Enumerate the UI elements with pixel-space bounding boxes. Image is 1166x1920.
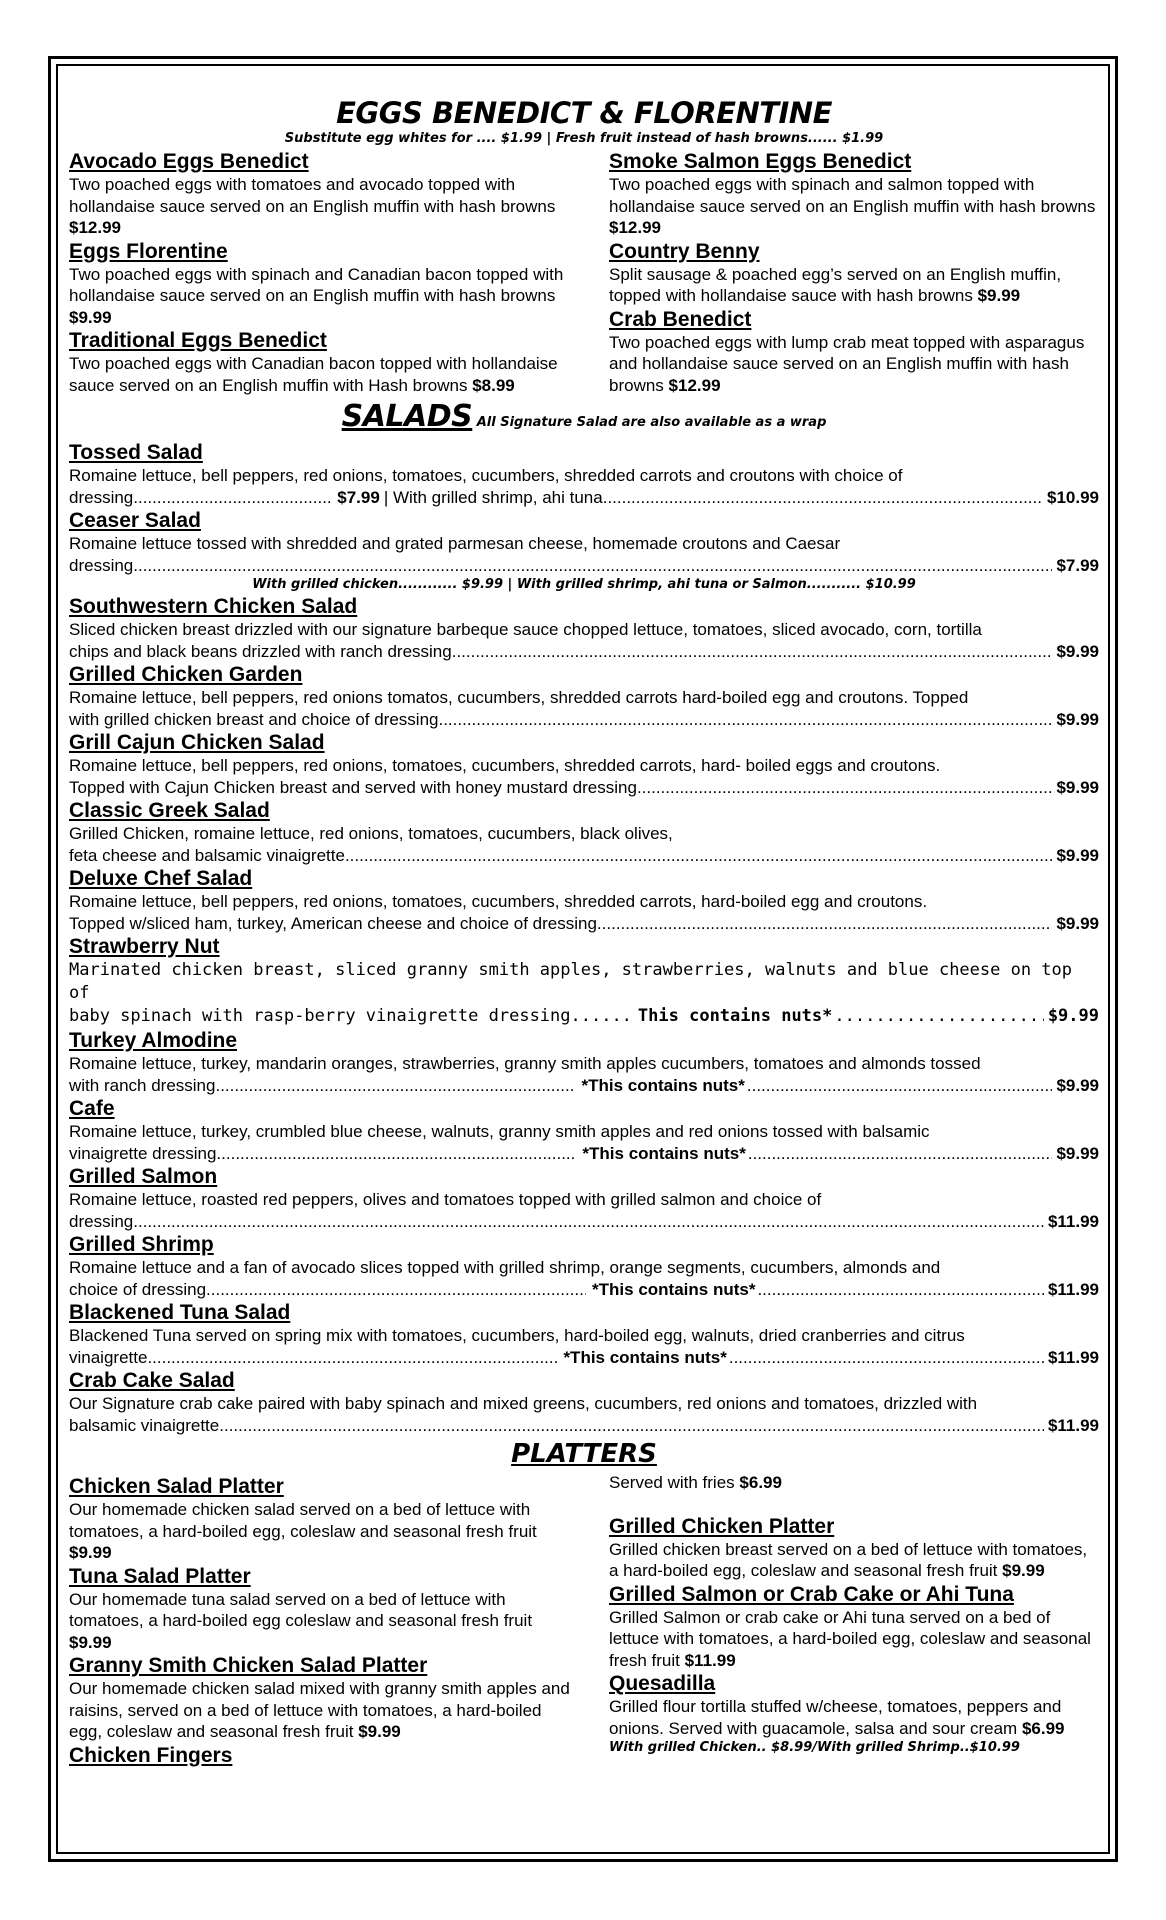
- dot-leader: [147, 1347, 557, 1369]
- menu-item: [69, 1369, 1099, 1436]
- item-extra-price: $10.99: [1047, 487, 1099, 507]
- item-name: Grilled Salmon: [69, 1165, 218, 1188]
- eggs-section-title: EGGS BENEDICT & FLORENTINE: [336, 96, 832, 130]
- nuts-warning: *This contains nuts*: [581, 1075, 745, 1095]
- item-price-line: [69, 709, 1099, 731]
- item-price: $9.99: [69, 1632, 112, 1652]
- dot-leader: [133, 487, 333, 509]
- item-price: $9.99: [69, 307, 112, 327]
- item-name: Traditional Eggs Benedict: [69, 329, 327, 352]
- item-desc-text: Marinated chicken breast, sliced granny smith apples, strawberries, walnuts and blue cheese on top of: [69, 960, 1073, 1003]
- menu-item: [609, 1583, 1099, 1672]
- item-desc-tail: baby spinach with rasp-berry vinaigrette dressing......: [69, 1006, 632, 1026]
- eggs-columns: [69, 149, 1099, 396]
- salads-header: [69, 400, 1099, 440]
- item-price: $9.99: [1056, 709, 1099, 729]
- menu-item: [69, 1165, 1099, 1232]
- item-price: $11.99: [1047, 1415, 1099, 1435]
- item-price-line: [69, 913, 1099, 935]
- quesadilla-extra-options: With grilled Chicken.. $8.99/With grilled Shrimp..$10.99: [609, 1740, 1020, 1755]
- menu-page: [69, 96, 1099, 1768]
- item-price: $7.99: [1056, 555, 1099, 575]
- item-price: $6.99: [739, 1473, 782, 1492]
- item-price: $11.99: [1047, 1279, 1099, 1299]
- item-price: $6.99: [1021, 1718, 1065, 1738]
- item-price: $12.99: [668, 375, 721, 395]
- nuts-warning: *This contains nuts*: [582, 1143, 746, 1163]
- platters-left-column: [69, 1474, 579, 1768]
- platters-right-column: [585, 1474, 1099, 1768]
- item-name: Chicken Fingers: [69, 1743, 233, 1767]
- item-extra-option: | With grilled shrimp, ahi tuna: [383, 487, 603, 507]
- menu-item: [609, 308, 1099, 397]
- item-desc-text: Romaine lettuce, turkey, mandarin oranges, strawberries, granny smith apples cucumbers, tomatoes and almonds tossed: [69, 1054, 981, 1073]
- item-price: $9.99: [1056, 777, 1099, 797]
- item-desc-text: Romaine lettuce, bell peppers, red onions, tomatoes, cucumbers, shredded carrots, hard-boiled egg and croutons.: [69, 892, 928, 911]
- item-description: [69, 174, 579, 239]
- item-price: $9.99: [69, 1543, 112, 1562]
- item-desc-tail: Topped with Cajun Chicken breast and served with honey mustard dressing: [69, 777, 637, 797]
- item-price-line: [69, 1075, 1099, 1097]
- item-name: Quesadilla: [609, 1672, 716, 1695]
- item-desc-text: Romaine lettuce tossed with shredded and grated parmesan cheese, homemade croutons and Caesar: [69, 534, 841, 553]
- item-description: [609, 1696, 1099, 1739]
- item-name: Deluxe Chef Salad: [69, 867, 253, 890]
- item-desc-tail: feta cheese and balsamic vinaigrette: [69, 845, 345, 865]
- menu-item: [609, 150, 1099, 239]
- item-name: Chicken Salad Platter: [69, 1475, 284, 1498]
- nuts-warning: This contains nuts*: [637, 1006, 833, 1026]
- item-desc-text: Grilled Salmon or crab cake or Ahi tuna served on a bed of lettuce with tomatoes, a hard-boiled egg, coleslaw and seasonal fresh fruit: [609, 1607, 1091, 1670]
- item-name: Granny Smith Chicken Salad Platter: [69, 1654, 428, 1677]
- item-desc-tail: dressing: [69, 555, 134, 575]
- dot-leader: [729, 1347, 1044, 1369]
- item-desc-tail: dressing: [69, 1211, 134, 1231]
- item-name: Ceaser Salad: [69, 509, 201, 532]
- item-desc-text: Our homemade tuna salad served on a bed of lettuce with tomatoes, a hard-boiled egg coleslaw and seasonal fresh fruit: [69, 1589, 533, 1630]
- item-name: Strawberry Nut: [69, 935, 220, 958]
- item-desc-text: Romaine lettuce, bell peppers, red onions tomatos, cucumbers, shredded carrots hard-boiled egg and croutons. Topped: [69, 688, 969, 707]
- item-description: [69, 1589, 579, 1654]
- menu-item: [69, 240, 579, 329]
- item-desc-tail: choice of dressing: [69, 1279, 207, 1299]
- item-price-line: [69, 487, 1099, 509]
- dot-leader: [345, 845, 1053, 867]
- eggs-left-column: [69, 149, 579, 396]
- item-price: $9.99: [358, 1722, 401, 1741]
- menu-item: [69, 935, 1099, 1028]
- item-desc-text: Romaine lettuce and a fan of avocado slices topped with grilled shrimp, orange segments, cucumbers, almonds and: [69, 1258, 941, 1277]
- dot-leader: [597, 913, 1053, 935]
- item-price: $7.99: [337, 487, 380, 507]
- item-desc-tail: with grilled chicken breast and choice of dressing: [69, 709, 439, 729]
- item-desc-text: Two poached eggs with tomatoes and avocado topped with hollandaise sauce served on an English muffin with hash browns: [69, 175, 556, 216]
- menu-item: [69, 150, 579, 239]
- item-desc-text: Romaine lettuce, bell peppers, red onions, tomatoes, cucumbers, shredded carrots, hard- boiled eggs and croutons.: [69, 756, 941, 775]
- item-name: Blackened Tuna Salad: [69, 1301, 291, 1324]
- item-desc-text: Romaine lettuce, roasted red peppers, olives and tomatoes topped with grilled salmon and choice of: [69, 1190, 822, 1209]
- item-name: Grill Cajun Chicken Salad: [69, 731, 325, 754]
- item-desc-tail: vinaigrette dressing: [69, 1143, 217, 1163]
- item-name: Classic Greek Salad: [69, 799, 270, 822]
- item-description: [609, 1539, 1099, 1582]
- item-desc-text: Our homemade chicken salad served on a bed of lettuce with tomatoes, a hard-boiled egg, coleslaw and seasonal fresh fruit: [69, 1500, 537, 1541]
- item-price-line: [69, 555, 1099, 577]
- item-price-line: [69, 1347, 1099, 1369]
- item-name: Turkey Almodine: [69, 1029, 238, 1052]
- dot-leader: [747, 1075, 1053, 1097]
- item-description: [69, 264, 579, 329]
- spacer: [609, 1494, 1099, 1514]
- item-price: $9.99: [977, 286, 1021, 305]
- item-price-line: [69, 641, 1099, 663]
- platters-columns: [69, 1474, 1099, 1768]
- item-price: $9.99: [1056, 1143, 1099, 1163]
- item-price: $9.99: [1047, 1006, 1099, 1026]
- item-desc-text: Two poached eggs with spinach and salmon topped with hollandaise sauce served on an English muffin with hash browns: [609, 175, 1096, 216]
- item-desc-text: Grilled chicken breast served on a bed of lettuce with tomatoes, a hard-boiled egg, coleslaw and seasonal fresh fruit: [609, 1539, 1088, 1580]
- item-price-line: [69, 1143, 1099, 1165]
- dot-leader: [452, 641, 1053, 663]
- dot-leader: [206, 1279, 586, 1301]
- dot-leader: [757, 1279, 1043, 1301]
- item-description: [69, 353, 579, 396]
- item-description: [69, 1499, 579, 1564]
- item-desc-text: Romaine lettuce, bell peppers, red onions, tomatoes, cucumbers, shredded carrots and croutons with choice of: [69, 466, 903, 485]
- menu-item: [69, 1565, 579, 1654]
- item-name: Tuna Salad Platter: [69, 1564, 251, 1588]
- item-desc-text: Grilled flour tortilla stuffed w/cheese, tomatoes, peppers and onions. Served with guacamole, salsa and sour cream: [609, 1697, 1062, 1738]
- item-desc-tail: Topped w/sliced ham, turkey, American cheese and choice of dressing: [69, 913, 597, 933]
- item-name: Eggs Florentine: [69, 239, 228, 263]
- salads-list: [69, 441, 1099, 1436]
- item-name: Grilled Salmon or Crab Cake or Ahi Tuna: [609, 1582, 1014, 1606]
- item-desc-tail: chips and black beans drizzled with ranch dressing: [69, 641, 452, 661]
- item-name: Smoke Salmon Eggs Benedict: [609, 150, 912, 173]
- item-price: $9.99: [1056, 913, 1099, 933]
- item-desc-text: Two poached eggs with Canadian bacon topped with hollandaise sauce served on an English muffin with Hash browns: [69, 354, 558, 395]
- dot-leader: [603, 487, 1043, 509]
- item-price: $12.99: [69, 218, 121, 237]
- menu-item: [69, 1029, 1099, 1096]
- nuts-warning: *This contains nuts*: [563, 1347, 727, 1367]
- item-price-line: [69, 777, 1099, 799]
- item-price-line: [69, 845, 1099, 867]
- nuts-warning: *This contains nuts*: [592, 1279, 756, 1299]
- item-price-line: [69, 1211, 1099, 1233]
- item-desc-text: Romaine lettuce, turkey, crumbled blue cheese, walnuts, granny smith apples and red onions tossed with balsamic: [69, 1122, 930, 1141]
- item-name: Cafe: [69, 1097, 115, 1120]
- item-price: $8.99: [472, 375, 515, 395]
- dot-leader: [834, 1005, 1043, 1028]
- menu-item: [69, 1233, 1099, 1300]
- item-name: Tossed Salad: [69, 441, 203, 464]
- menu-item: [69, 1475, 579, 1564]
- dot-leader: [216, 1143, 576, 1165]
- menu-item: [69, 1097, 1099, 1164]
- item-desc-text: Two poached eggs with spinach and Canadian bacon topped with hollandaise sauce served on an English muffin with hash browns: [69, 264, 564, 305]
- item-description: [609, 264, 1099, 307]
- item-desc-text: Served with fries: [609, 1473, 735, 1492]
- item-name: Crab Cake Salad: [69, 1369, 235, 1392]
- item-description: [69, 1678, 579, 1743]
- menu-item: [69, 867, 1099, 934]
- menu-item: [69, 509, 1099, 594]
- platters-header: [69, 1438, 1099, 1474]
- menu-item: [69, 1654, 579, 1743]
- item-desc-tail: vinaigrette: [69, 1347, 148, 1367]
- item-description: [609, 332, 1099, 397]
- menu-item: [69, 595, 1099, 662]
- item-name: Grilled Chicken Garden: [69, 663, 303, 686]
- menu-item: [609, 240, 1099, 307]
- item-desc-tail: balsamic vinaigrette: [69, 1415, 220, 1435]
- item-price: $9.99: [1002, 1561, 1045, 1580]
- item-name: Southwestern Chicken Salad: [69, 595, 358, 618]
- item-price: $9.99: [1056, 1075, 1099, 1095]
- item-description: [609, 1607, 1099, 1672]
- item-name: Grilled Shrimp: [69, 1233, 214, 1256]
- item-price: $9.99: [1056, 845, 1099, 865]
- menu-item: [69, 663, 1099, 730]
- item-price: $9.99: [1056, 641, 1099, 661]
- item-desc-text: Two poached eggs with lump crab meat topped with asparagus and hollandaise sauce served on an English muffin with hash browns: [609, 332, 1085, 395]
- item-desc-tail: with ranch dressing: [69, 1075, 216, 1095]
- item-desc-text: Sliced chicken breast drizzled with our signature barbeque sauce chopped lettuce, tomatoes, sliced avocado, corn, tortilla: [69, 620, 982, 639]
- menu-item: [609, 1672, 1099, 1757]
- item-desc-text: Grilled Chicken, romaine lettuce, red onions, tomatoes, cucumbers, black olives,: [69, 824, 673, 843]
- menu-item: [609, 1515, 1099, 1582]
- dot-leader: [637, 777, 1053, 799]
- item-price-line: [69, 1415, 1099, 1437]
- dot-leader: [133, 1211, 1044, 1233]
- dot-leader: [215, 1075, 575, 1097]
- dot-leader: [438, 709, 1052, 731]
- item-name: Crab Benedict: [609, 307, 752, 331]
- item-name: Avocado Eggs Benedict: [69, 150, 309, 173]
- item-price: $12.99: [609, 218, 661, 237]
- ceaser-extra-options: With grilled chicken............ $9.99 | With grilled shrimp, ahi tuna or Salmon........... $10.99: [252, 577, 916, 592]
- dot-leader: [133, 555, 1052, 577]
- item-name: Country Benny: [609, 239, 760, 263]
- salads-wrap-note: All Signature Salad are also available as a wrap: [476, 415, 827, 430]
- item-desc-tail: dressing: [69, 487, 134, 507]
- menu-item: [69, 731, 1099, 798]
- item-desc-text: Blackened Tuna served on spring mix with tomatoes, cucumbers, hard-boiled egg, walnuts, dried cranberries and citrus: [69, 1326, 965, 1345]
- item-desc-text: Our Signature crab cake paired with baby spinach and mixed greens, cucumbers, red onions and tomatoes, drizzled with: [69, 1394, 978, 1413]
- menu-item: [69, 441, 1099, 508]
- item-price-line: [69, 1279, 1099, 1301]
- item-price: $11.99: [684, 1650, 736, 1670]
- menu-item: [69, 799, 1099, 866]
- item-description: [609, 174, 1099, 239]
- eggs-substitute-note: Substitute egg whites for .... $1.99 | Fresh fruit instead of hash browns...... $1.99: [284, 131, 884, 146]
- menu-item: [69, 1744, 579, 1768]
- dot-leader: [748, 1143, 1053, 1165]
- menu-item: [69, 329, 579, 396]
- item-price: $11.99: [1047, 1347, 1099, 1367]
- chicken-fingers-continued: [609, 1472, 1099, 1494]
- eggs-right-column: [585, 149, 1099, 396]
- menu-item: [69, 1301, 1099, 1368]
- item-desc-text: Our homemade chicken salad mixed with granny smith apples and raisins, served on a bed of lettuce with tomatoes, a hard-boiled egg, coleslaw and seasonal fresh fruit: [69, 1679, 570, 1741]
- item-desc-text: Split sausage & poached egg’s served on an English muffin, topped with hollandaise sauce with hash browns: [609, 264, 1062, 305]
- item-price: $11.99: [1047, 1211, 1099, 1231]
- platters-section-title: PLATTERS: [511, 1439, 657, 1469]
- item-name: Grilled Chicken Platter: [609, 1514, 835, 1538]
- dot-leader: [219, 1415, 1044, 1437]
- item-price-line: [69, 1005, 1099, 1028]
- salads-section-title: SALADS: [341, 399, 473, 434]
